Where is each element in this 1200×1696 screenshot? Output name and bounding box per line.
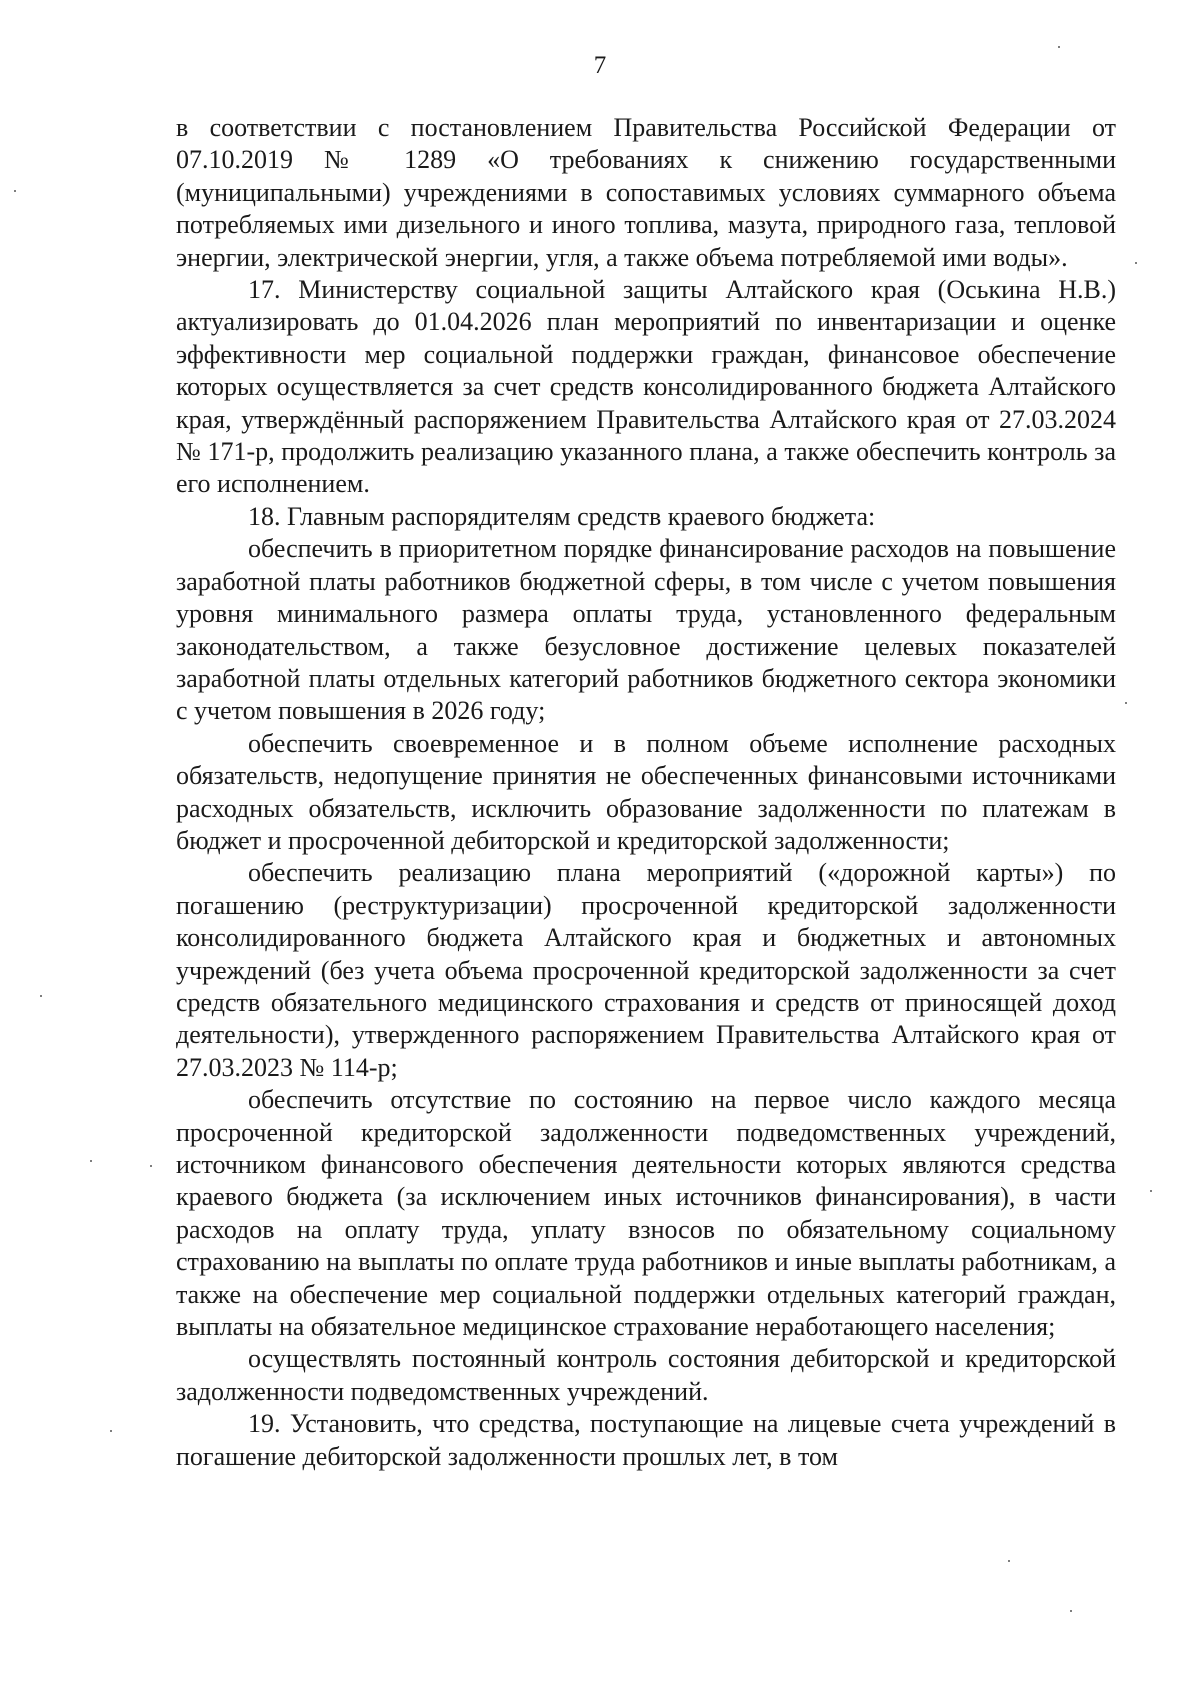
- paragraph-continuation: в соответствии с постановлением Правительства Российской Федерации от 07.10.2019 № 1289 «О требованиях к снижению государственными (муниципальными) учреждениями в сопоставимых условиях суммарного объема потребляемых ими дизельного и иного топлива, мазута, природного газа, тепловой энергии, электрической энергии, угля, а также объема потребляемой ими воды».: [176, 113, 1116, 272]
- scan-speck: [40, 995, 42, 997]
- paragraph-item-19: 19. Установить, что средства, поступающие на лицевые счета учреждений в погашение дебиторской задолженности прошлых лет, в том: [176, 1409, 1116, 1471]
- scan-speck: [14, 190, 16, 192]
- paragraph-salary-financing: обеспечить в приоритетном порядке финансирование расходов на повышение заработной платы работников бюджетной сферы, в том числе с учетом повышения уровня минимального размера оплаты труда, установленного федеральным законодательством, а также безусловное достижение целевых показателей заработной платы отдельных категорий работников бюджетного сектора экономики с учетом повышения в 2026 году;: [176, 534, 1116, 726]
- scan-speck: [1070, 1610, 1072, 1612]
- scan-speck: [90, 1160, 92, 1162]
- paragraph-control: осуществлять постоянный контроль состояния дебиторской и кредиторской задолженности подведомственных учреждений.: [176, 1344, 1116, 1406]
- scan-speck: [150, 1165, 152, 1167]
- scan-speck: [1135, 262, 1137, 264]
- scan-speck: [1125, 702, 1127, 704]
- paragraph-obligations: обеспечить своевременное и в полном объеме исполнение расходных обязательств, недопущение принятия не обеспеченных финансовыми источниками расходных обязательств, исключить образование задолженности по платежам в бюджет и просроченной дебиторской и кредиторской задолженности;: [176, 728, 1116, 855]
- scan-speck: [1008, 1560, 1010, 1562]
- scan-speck: [1058, 46, 1060, 48]
- page-number: 7: [593, 52, 607, 79]
- paragraph-item-17: 17. Министерству социальной защиты Алтайского края (Оськина Н.В.) актуализировать до 01.04.2026 план мероприятий по инвентаризации и оценке эффективности мер социальной поддержки граждан, финансовое обеспечение которых осуществляется за счет средств консолидированного бюджета Алтайского края, утверждённый распоряжением Правительства Алтайского края от 27.03.2024 № 171-р, продолжить реализацию указанного плана, а также обеспечить контроль за его исполнением.: [176, 275, 1116, 499]
- paragraph-overdue-debt: обеспечить отсутствие по состоянию на первое число каждого месяца просроченной кредиторской задолженности подведомственных учреждений, источником финансового обеспечения деятельности которых являются средства краевого бюджета (за исключением иных источников финансирования), в части расходов на оплату труда, уплату взносов по обязательному социальному страхованию на выплаты по оплате труда работников и иные выплаты работникам, а также на обеспечение мер социальной поддержки отдельных категорий граждан, выплаты на обязательное медицинское страхование неработающего населения;: [176, 1085, 1116, 1342]
- scan-speck: [110, 1430, 112, 1432]
- scan-speck: [1150, 1190, 1152, 1192]
- document-body: [176, 112, 1116, 1473]
- paragraph-roadmap: обеспечить реализацию плана мероприятий («дорожной карты») по погашению (реструктуризации) просроченной кредиторской задолженности консолидированного бюджета Алтайского края и бюджетных и автономных учреждений (без учета объема просроченной кредиторской задолженности за счет средств обязательного медицинского страхования и средств от приносящей доход деятельности), утвержденного распоряжением Правительства Алтайского края от 27.03.2023 № 114-р;: [176, 858, 1116, 1082]
- paragraph-item-18: 18. Главным распорядителям средств краевого бюджета:: [248, 501, 876, 531]
